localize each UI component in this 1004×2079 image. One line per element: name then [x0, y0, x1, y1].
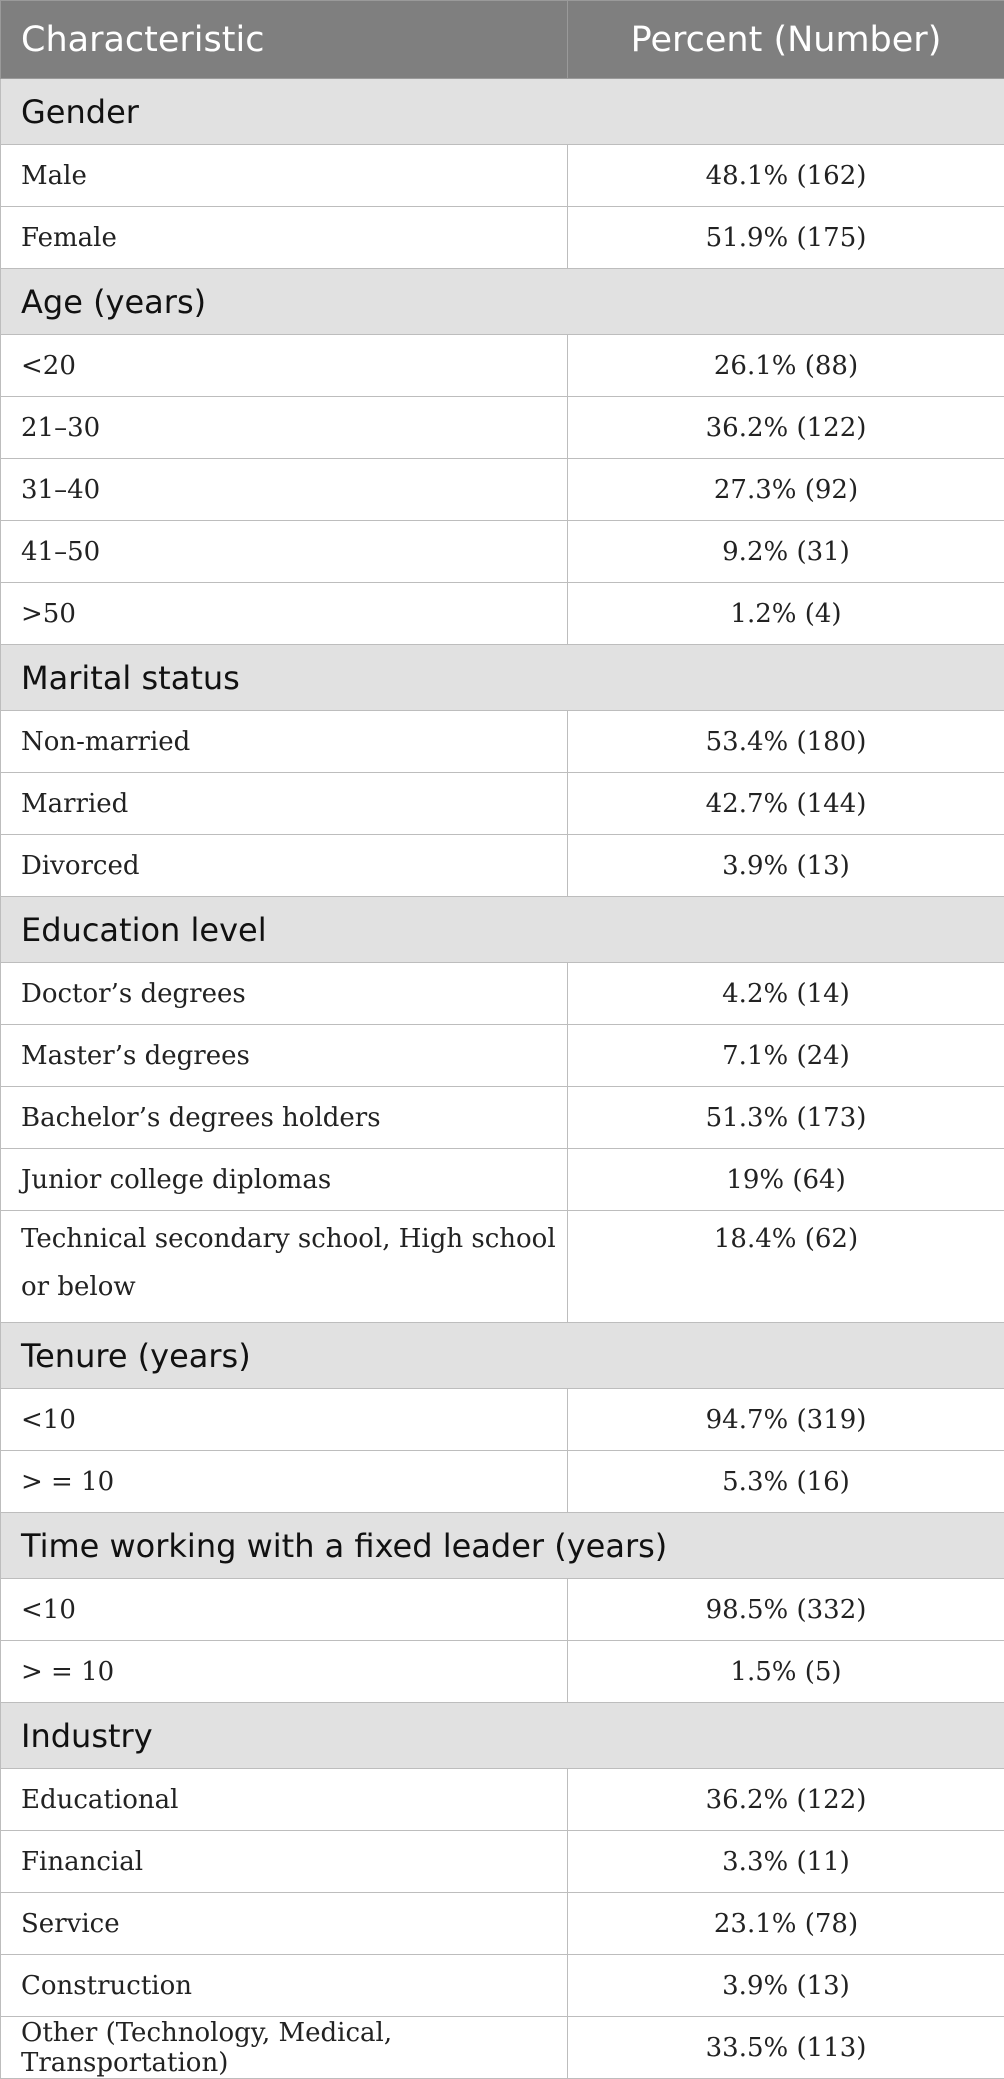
section-header-row — [1, 1703, 1004, 1769]
table-row — [1, 1389, 1004, 1451]
table-header — [1, 1, 1004, 79]
table-row — [1, 521, 1004, 583]
row-value: 51.3% (173) — [568, 1087, 1004, 1149]
table-row — [1, 1893, 1004, 1955]
row-value: 53.4% (180) — [568, 711, 1004, 773]
row-label: Divorced — [1, 835, 568, 897]
table-row — [1, 397, 1004, 459]
row-value: 1.2% (4) — [568, 583, 1004, 645]
row-value: 3.9% (13) — [568, 835, 1004, 897]
row-value: 18.4% (62) — [568, 1211, 1004, 1323]
row-label: Junior college diplomas — [1, 1149, 568, 1211]
section-title: Gender — [1, 79, 1004, 145]
table-row — [1, 1087, 1004, 1149]
row-label: Doctor’s degrees — [1, 963, 568, 1025]
table-row — [1, 1211, 1004, 1323]
row-value: 26.1% (88) — [568, 335, 1004, 397]
row-value: 42.7% (144) — [568, 773, 1004, 835]
row-label: Technical secondary school, High school or below — [1, 1211, 568, 1323]
table-row — [1, 583, 1004, 645]
row-value: 19% (64) — [568, 1149, 1004, 1211]
row-value: 33.5% (113) — [568, 2017, 1004, 2079]
section-title: Marital status — [1, 645, 1004, 711]
table-row — [1, 1579, 1004, 1641]
table-row — [1, 207, 1004, 269]
row-label: <10 — [1, 1579, 568, 1641]
table-row — [1, 711, 1004, 773]
header-percent-number: Percent (Number) — [568, 1, 1004, 79]
table-row — [1, 1831, 1004, 1893]
row-label: Master’s degrees — [1, 1025, 568, 1087]
row-value: 3.3% (11) — [568, 1831, 1004, 1893]
header-row — [1, 1, 1004, 79]
row-value: 94.7% (319) — [568, 1389, 1004, 1451]
row-label: 31–40 — [1, 459, 568, 521]
row-label: 41–50 — [1, 521, 568, 583]
row-value: 23.1% (78) — [568, 1893, 1004, 1955]
table-row — [1, 963, 1004, 1025]
table-row — [1, 773, 1004, 835]
row-value: 36.2% (122) — [568, 1769, 1004, 1831]
table-row — [1, 835, 1004, 897]
section-title: Time working with a fixed leader (years) — [1, 1513, 1004, 1579]
row-label: <10 — [1, 1389, 568, 1451]
row-value: 1.5% (5) — [568, 1641, 1004, 1703]
row-label: > = 10 — [1, 1641, 568, 1703]
section-header-row — [1, 79, 1004, 145]
row-label: 21–30 — [1, 397, 568, 459]
row-value: 27.3% (92) — [568, 459, 1004, 521]
section-title: Age (years) — [1, 269, 1004, 335]
table-row — [1, 1149, 1004, 1211]
row-value: 3.9% (13) — [568, 1955, 1004, 2017]
section-title: Education level — [1, 897, 1004, 963]
row-label: Non-married — [1, 711, 568, 773]
row-label: Bachelor’s degrees holders — [1, 1087, 568, 1149]
table-row — [1, 2017, 1004, 2079]
section-header-row — [1, 1323, 1004, 1389]
table-row — [1, 1955, 1004, 2017]
section-header-row — [1, 1513, 1004, 1579]
header-characteristic: Characteristic — [1, 1, 568, 79]
row-label: >50 — [1, 583, 568, 645]
row-value: 98.5% (332) — [568, 1579, 1004, 1641]
table-row — [1, 335, 1004, 397]
row-label: Other (Technology, Medical, Transportation) — [1, 2017, 568, 2079]
row-value: 51.9% (175) — [568, 207, 1004, 269]
row-label: <20 — [1, 335, 568, 397]
row-value: 7.1% (24) — [568, 1025, 1004, 1087]
table-row — [1, 1641, 1004, 1703]
section-header-row — [1, 897, 1004, 963]
table-row — [1, 145, 1004, 207]
row-label: Educational — [1, 1769, 568, 1831]
row-label: Female — [1, 207, 568, 269]
row-label: Service — [1, 1893, 568, 1955]
table-row — [1, 459, 1004, 521]
row-value: 9.2% (31) — [568, 521, 1004, 583]
row-label: Married — [1, 773, 568, 835]
section-header-row — [1, 269, 1004, 335]
table-row — [1, 1451, 1004, 1513]
row-label: > = 10 — [1, 1451, 568, 1513]
row-value: 48.1% (162) — [568, 145, 1004, 207]
row-label: Male — [1, 145, 568, 207]
row-value: 36.2% (122) — [568, 397, 1004, 459]
section-title: Industry — [1, 1703, 1004, 1769]
section-header-row — [1, 645, 1004, 711]
row-label: Construction — [1, 1955, 568, 2017]
row-label: Financial — [1, 1831, 568, 1893]
table-row — [1, 1769, 1004, 1831]
row-value: 4.2% (14) — [568, 963, 1004, 1025]
table-body — [1, 79, 1004, 2079]
table-row — [1, 1025, 1004, 1087]
section-title: Tenure (years) — [1, 1323, 1004, 1389]
row-value: 5.3% (16) — [568, 1451, 1004, 1513]
